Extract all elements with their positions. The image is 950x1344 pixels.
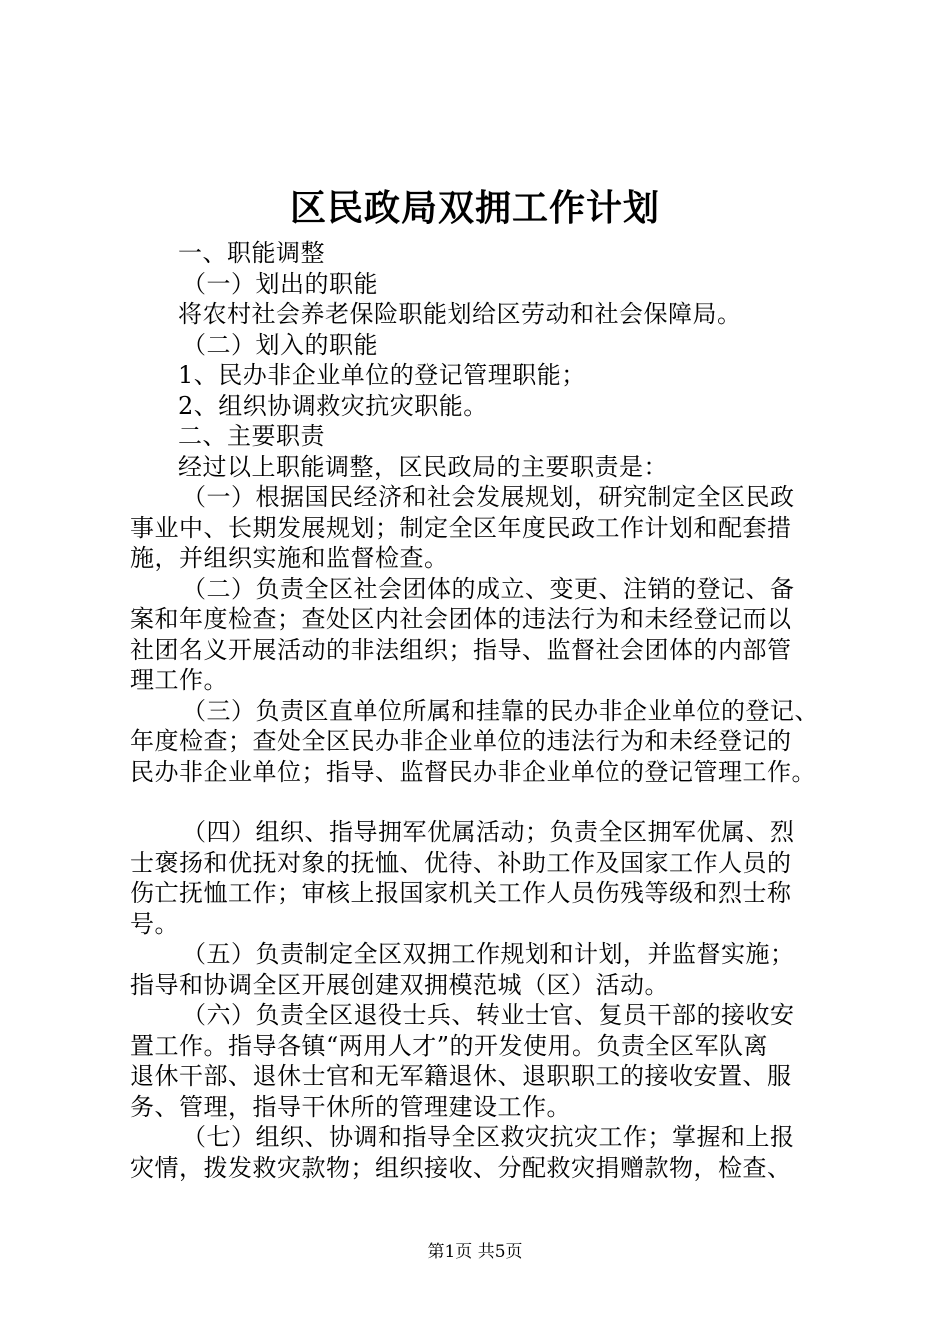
paragraph-line: （六）负责全区退役士兵、转业士官、复员干部的接收安 (182, 1001, 795, 1029)
paragraph-line: 士褒扬和优抚对象的抚恤、优待、补助工作及国家工作人员的 (130, 848, 792, 877)
blank-line (130, 787, 830, 817)
paragraph-line: 案和年度检查；查处区内社会团体的违法行为和未经登记而以 (130, 605, 792, 633)
paragraph-line: （四）组织、指导拥军优属活动；负责全区拥军优属、烈 (182, 818, 795, 846)
paragraph-line: 号。 (130, 909, 179, 938)
paragraph-line: 年度检查；查处全区民办非企业单位的违法行为和未经登记的 (130, 727, 792, 755)
subsection-heading: （一）划出的职能 (182, 269, 378, 298)
document-body (130, 238, 830, 1183)
paragraph-line: 经过以上职能调整，区民政局的主要职责是： (178, 452, 668, 481)
paragraph-line: 置工作。指导各镇“两用人才”的开发使用。负责全区军队离 (130, 1031, 769, 1060)
document-title: 区民政局双拥工作计划 (289, 187, 660, 229)
paragraph-line: 退休干部、退休士官和无军籍退休、退职职工的接收安置、服 (130, 1062, 792, 1090)
paragraph-line: （七）组织、协调和指导全区救灾抗灾工作；掌握和上报 (182, 1123, 795, 1151)
subsection-heading: （二）划入的职能 (182, 330, 378, 359)
section-heading: 二、主要职责 (178, 422, 325, 450)
paragraph-line: 社团名义开展活动的非法组织；指导、监督社会团体的内部管 (130, 635, 792, 664)
list-item: 1、民办非企业单位的登记管理职能； (178, 361, 586, 389)
paragraph-line: 事业中、长期发展规划；制定全区年度民政工作计划和配套措 (130, 513, 792, 542)
paragraph-line: 务、管理，指导干休所的管理建设工作。 (130, 1092, 571, 1121)
paragraph-line: 理工作。 (130, 666, 228, 694)
paragraph-line: （五）负责制定全区双拥工作规划和计划，并监督实施； (182, 940, 795, 968)
section-heading: 一、职能调整 (178, 239, 325, 267)
paragraph-line: （一）根据国民经济和社会发展规划，研究制定全区民政 (182, 483, 795, 511)
paragraph-line: 灾情，拨发救灾款物；组织接收、分配救灾捐赠款物，检查、 (130, 1153, 792, 1182)
page-footer: 第1页 共5页 (427, 1242, 523, 1262)
list-item: 2、组织协调救灾抗灾职能。 (178, 391, 488, 420)
paragraph-line: 将农村社会养老保险职能划给区劳动和社会保障局。 (178, 300, 742, 328)
paragraph-line: 指导和协调全区开展创建双拥模范城（区）活动。 (130, 970, 669, 999)
paragraph-line: 伤亡抚恤工作；审核上报国家机关工作人员伤残等级和烈士称 (130, 879, 792, 907)
paragraph-line: 施，并组织实施和监督检查。 (130, 544, 449, 572)
paragraph-line: 民办非企业单位；指导、监督民办非企业单位的登记管理工作。 (130, 757, 816, 786)
paragraph-line: （二）负责全区社会团体的成立、变更、注销的登记、备 (182, 574, 795, 603)
paragraph-line: （三）负责区直单位所属和挂靠的民办非企业单位的登记、 (182, 696, 819, 725)
